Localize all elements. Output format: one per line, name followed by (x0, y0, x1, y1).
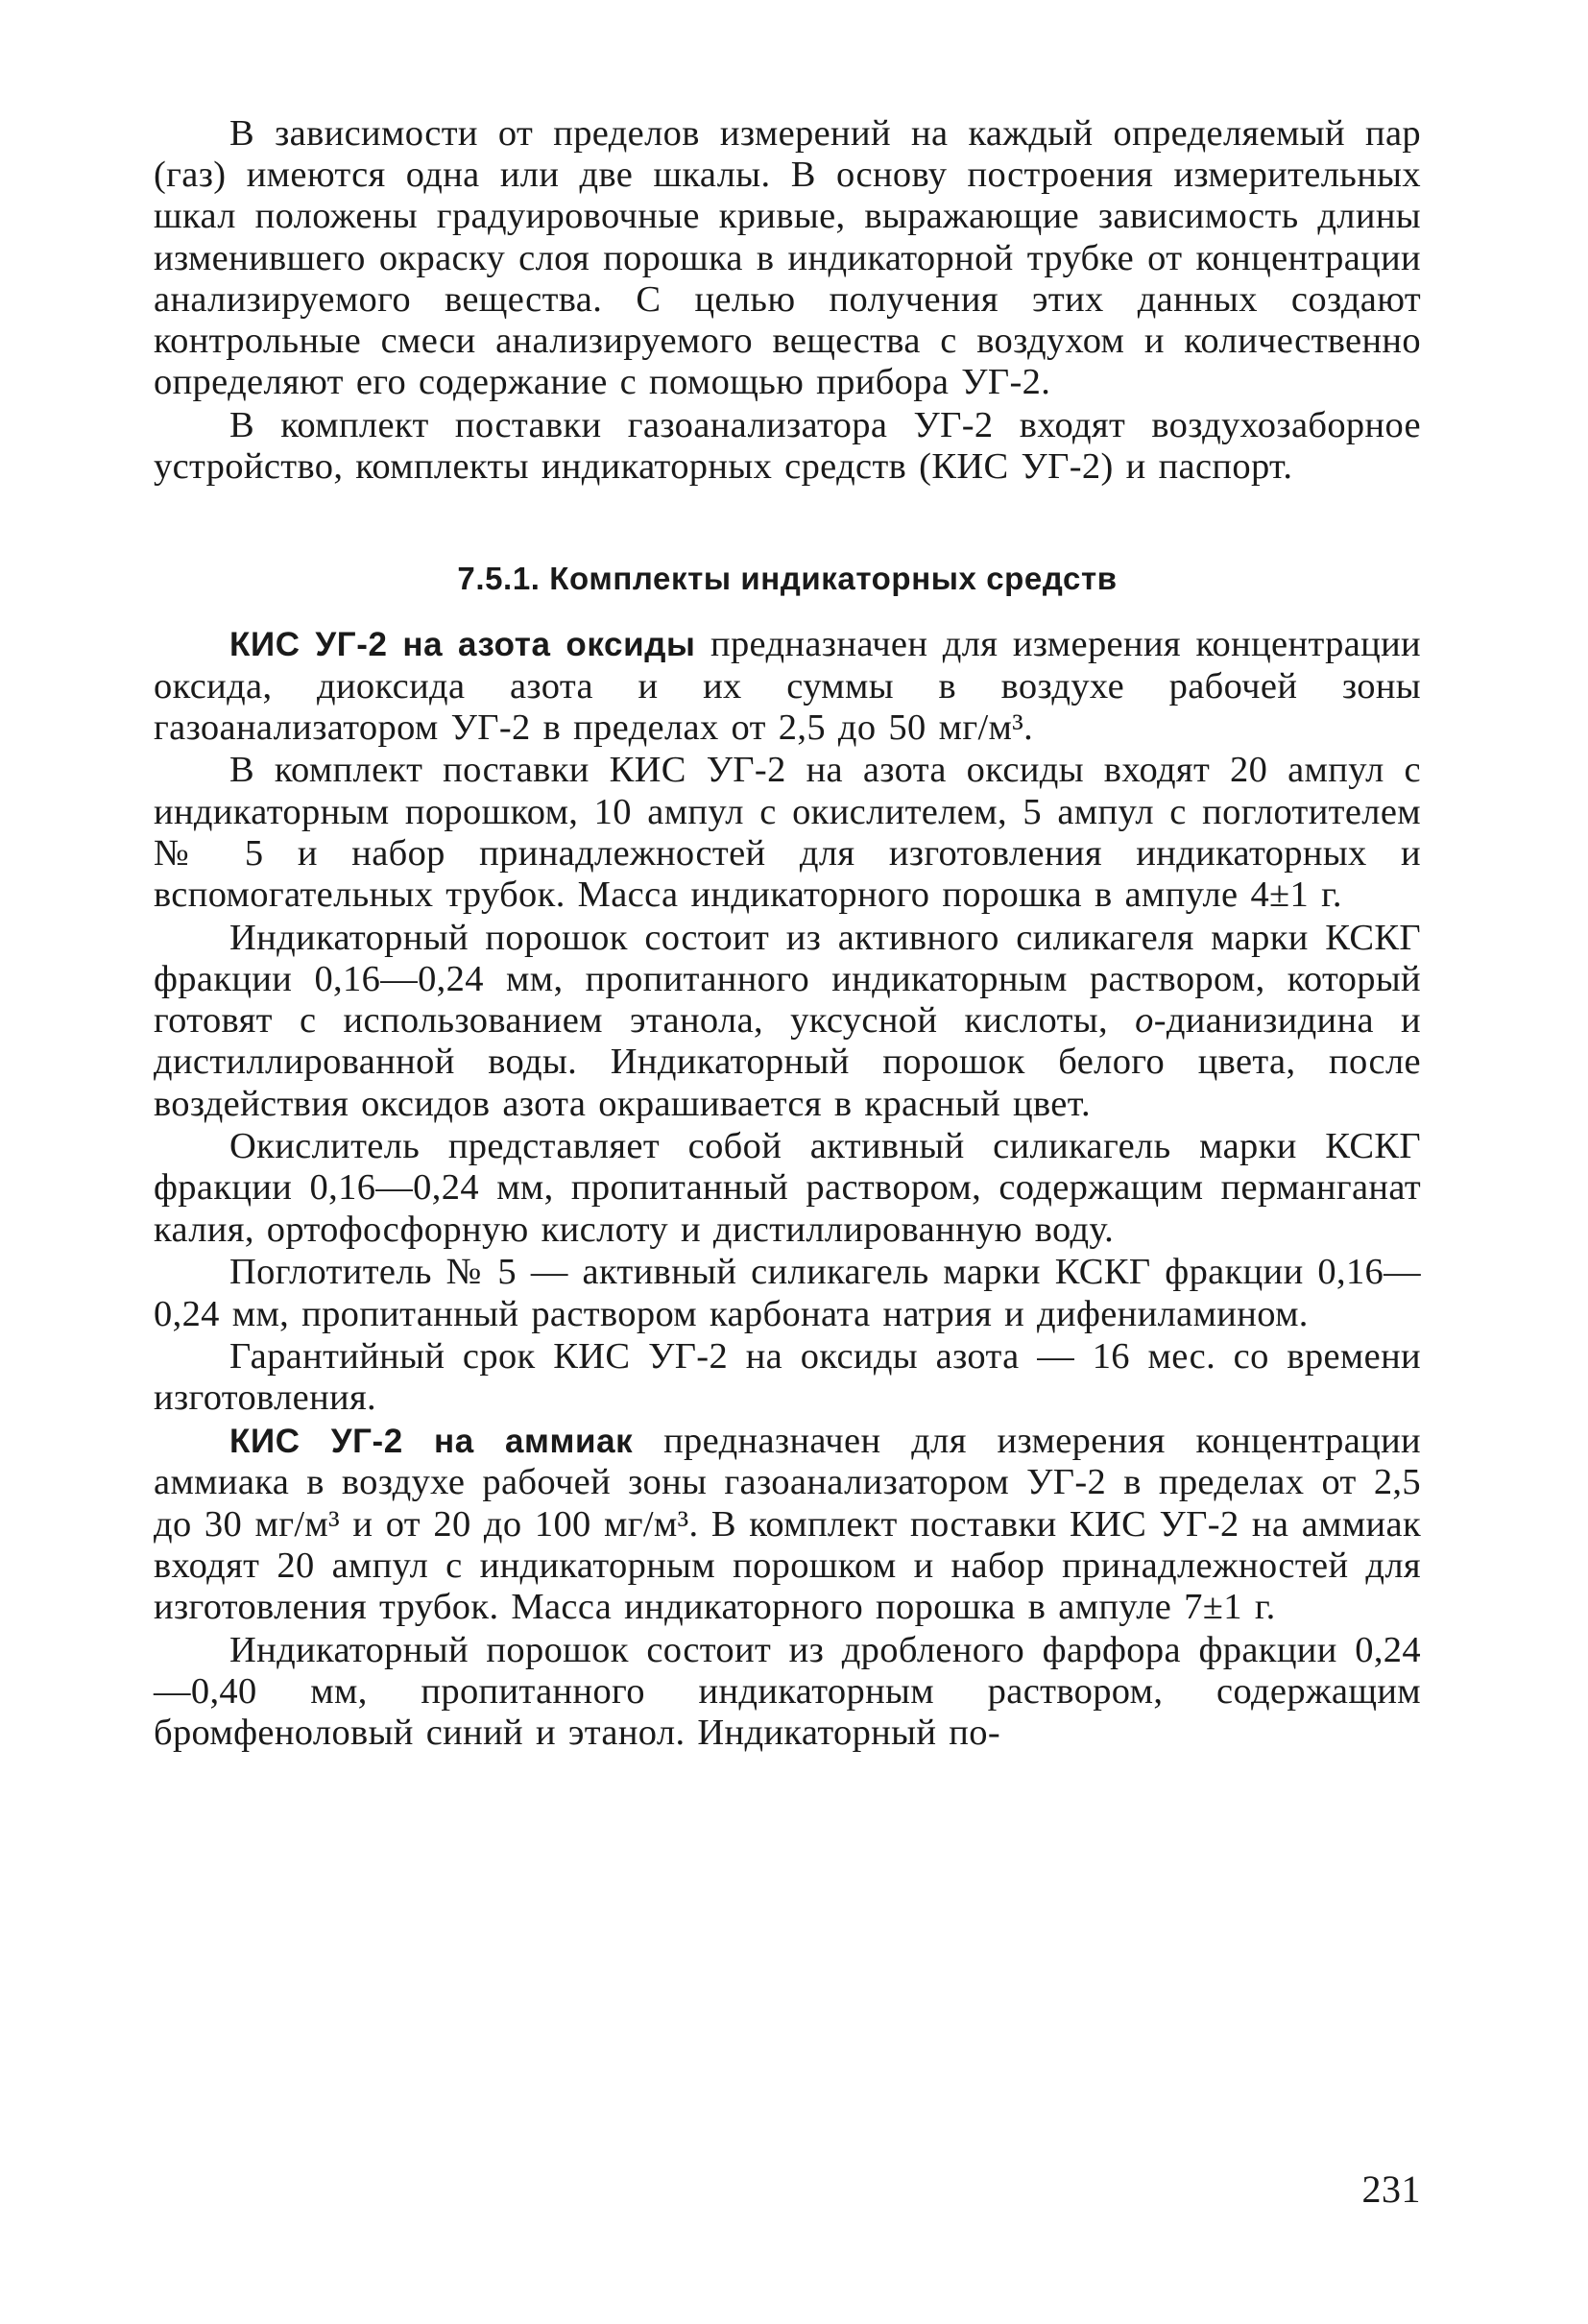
nitrogen-oxides-intro (154, 624, 1421, 749)
nitrogen-oxides-delivery: В комплект поставки КИС УГ-2 на азота оксиды входят 20 ампул с индикаторным порошком, 10 ампул с окислителем, 5 ампул с поглотителем № 5 и набор принадлежностей для изготовления индикаторных и вспомогательных трубок. Масса индикаторного порошка в ампуле 4±1 г. (154, 750, 1421, 916)
nitrogen-oxides-intro-text: предназначен для измерения концентрации оксида, диоксида азота и их суммы в воздухе рабочей зоны газоанализатором УГ-2 в пределах от 2,5 до 50 мг/м³. (154, 624, 1421, 748)
warranty-paragraph: Гарантийный срок КИС УГ-2 на оксиды азота — 16 мес. со времени изготовления. (154, 1336, 1421, 1419)
indicator-powder-text-b: -дианизидина и дистиллированной воды. Индикаторный порошок белого цвета, после воздействия оксидов азота окрашивается в красный цвет. (154, 1000, 1422, 1124)
section-heading: 7.5.1. Комплекты индикаторных средств (457, 561, 1118, 597)
ammonia-term: КИС УГ-2 на аммиак (229, 1423, 634, 1461)
intro-paragraph-scales: В зависимости от пределов измерений на каждый определяемый пар (газ) имеются одна или две шкалы. В основу построения измерительных шкал положены градуировочные кривые, выражающие зависимость длины изменившего окраску слоя порошка в индикаторной трубке от концентрации анализируемого вещества. С целью получения этих данных создают контрольные смеси анализируемого вещества с воздухом и количественно определяют его содержание с помощью прибора УГ-2. (154, 113, 1421, 403)
page-body (154, 113, 1421, 1756)
oxidizer-paragraph: Окислитель представляет собой активный силикагель марки КСКГ фракции 0,16—0,24 мм, пропитанный раствором, содержащим перманганат калия, ортофосфорную кислоту и дистиллированную воду. (154, 1126, 1421, 1250)
ammonia-intro (154, 1421, 1421, 1628)
nitrogen-oxides-indicator-powder (154, 918, 1421, 1125)
absorber-paragraph: Поглотитель № 5 — активный силикагель марки КСКГ фракции 0,16—0,24 мм, пропитанный раствором карбоната натрия и дифениламином. (154, 1252, 1421, 1334)
intro-paragraph-delivery: В комплект поставки газоанализатора УГ-2 входят воздухозаборное устройство, комплекты индикаторных средств (КИС УГ-2) и паспорт. (154, 404, 1421, 488)
ortho-prefix: о (1135, 1000, 1154, 1042)
indicator-powder-text-a: Индикаторный порошок состоит из активного силикагеля марки КСКГ фракции 0,16—0,24 мм, пропитанного индикаторным раствором, который готовят с использованием этанола, уксусной кислоты, (154, 917, 1421, 1042)
ammonia-indicator-powder: Индикаторный порошок состоит из дробленого фарфора фракции 0,24—0,40 мм, пропитанного индикаторным раствором, содержащим бромфеноловый синий и этанол. Индикаторный по- (154, 1629, 1421, 1754)
page-number: 231 (1361, 2168, 1421, 2211)
ammonia-intro-text: предназначен для измерения концентрации аммиака в воздухе рабочей зоны газоанализатором УГ-2 в пределах от 2,5 до 30 мг/м³ и от 20 до 100 мг/м³. В комплект поставки КИС УГ-2 на аммиак входят 20 ампул с индикаторным порошком и набор принадлежностей для изготовления трубок. Масса индикаторного порошка в ампуле 7±1 г. (154, 1421, 1421, 1627)
nitrogen-oxides-term: КИС УГ-2 на азота оксиды (229, 626, 696, 664)
